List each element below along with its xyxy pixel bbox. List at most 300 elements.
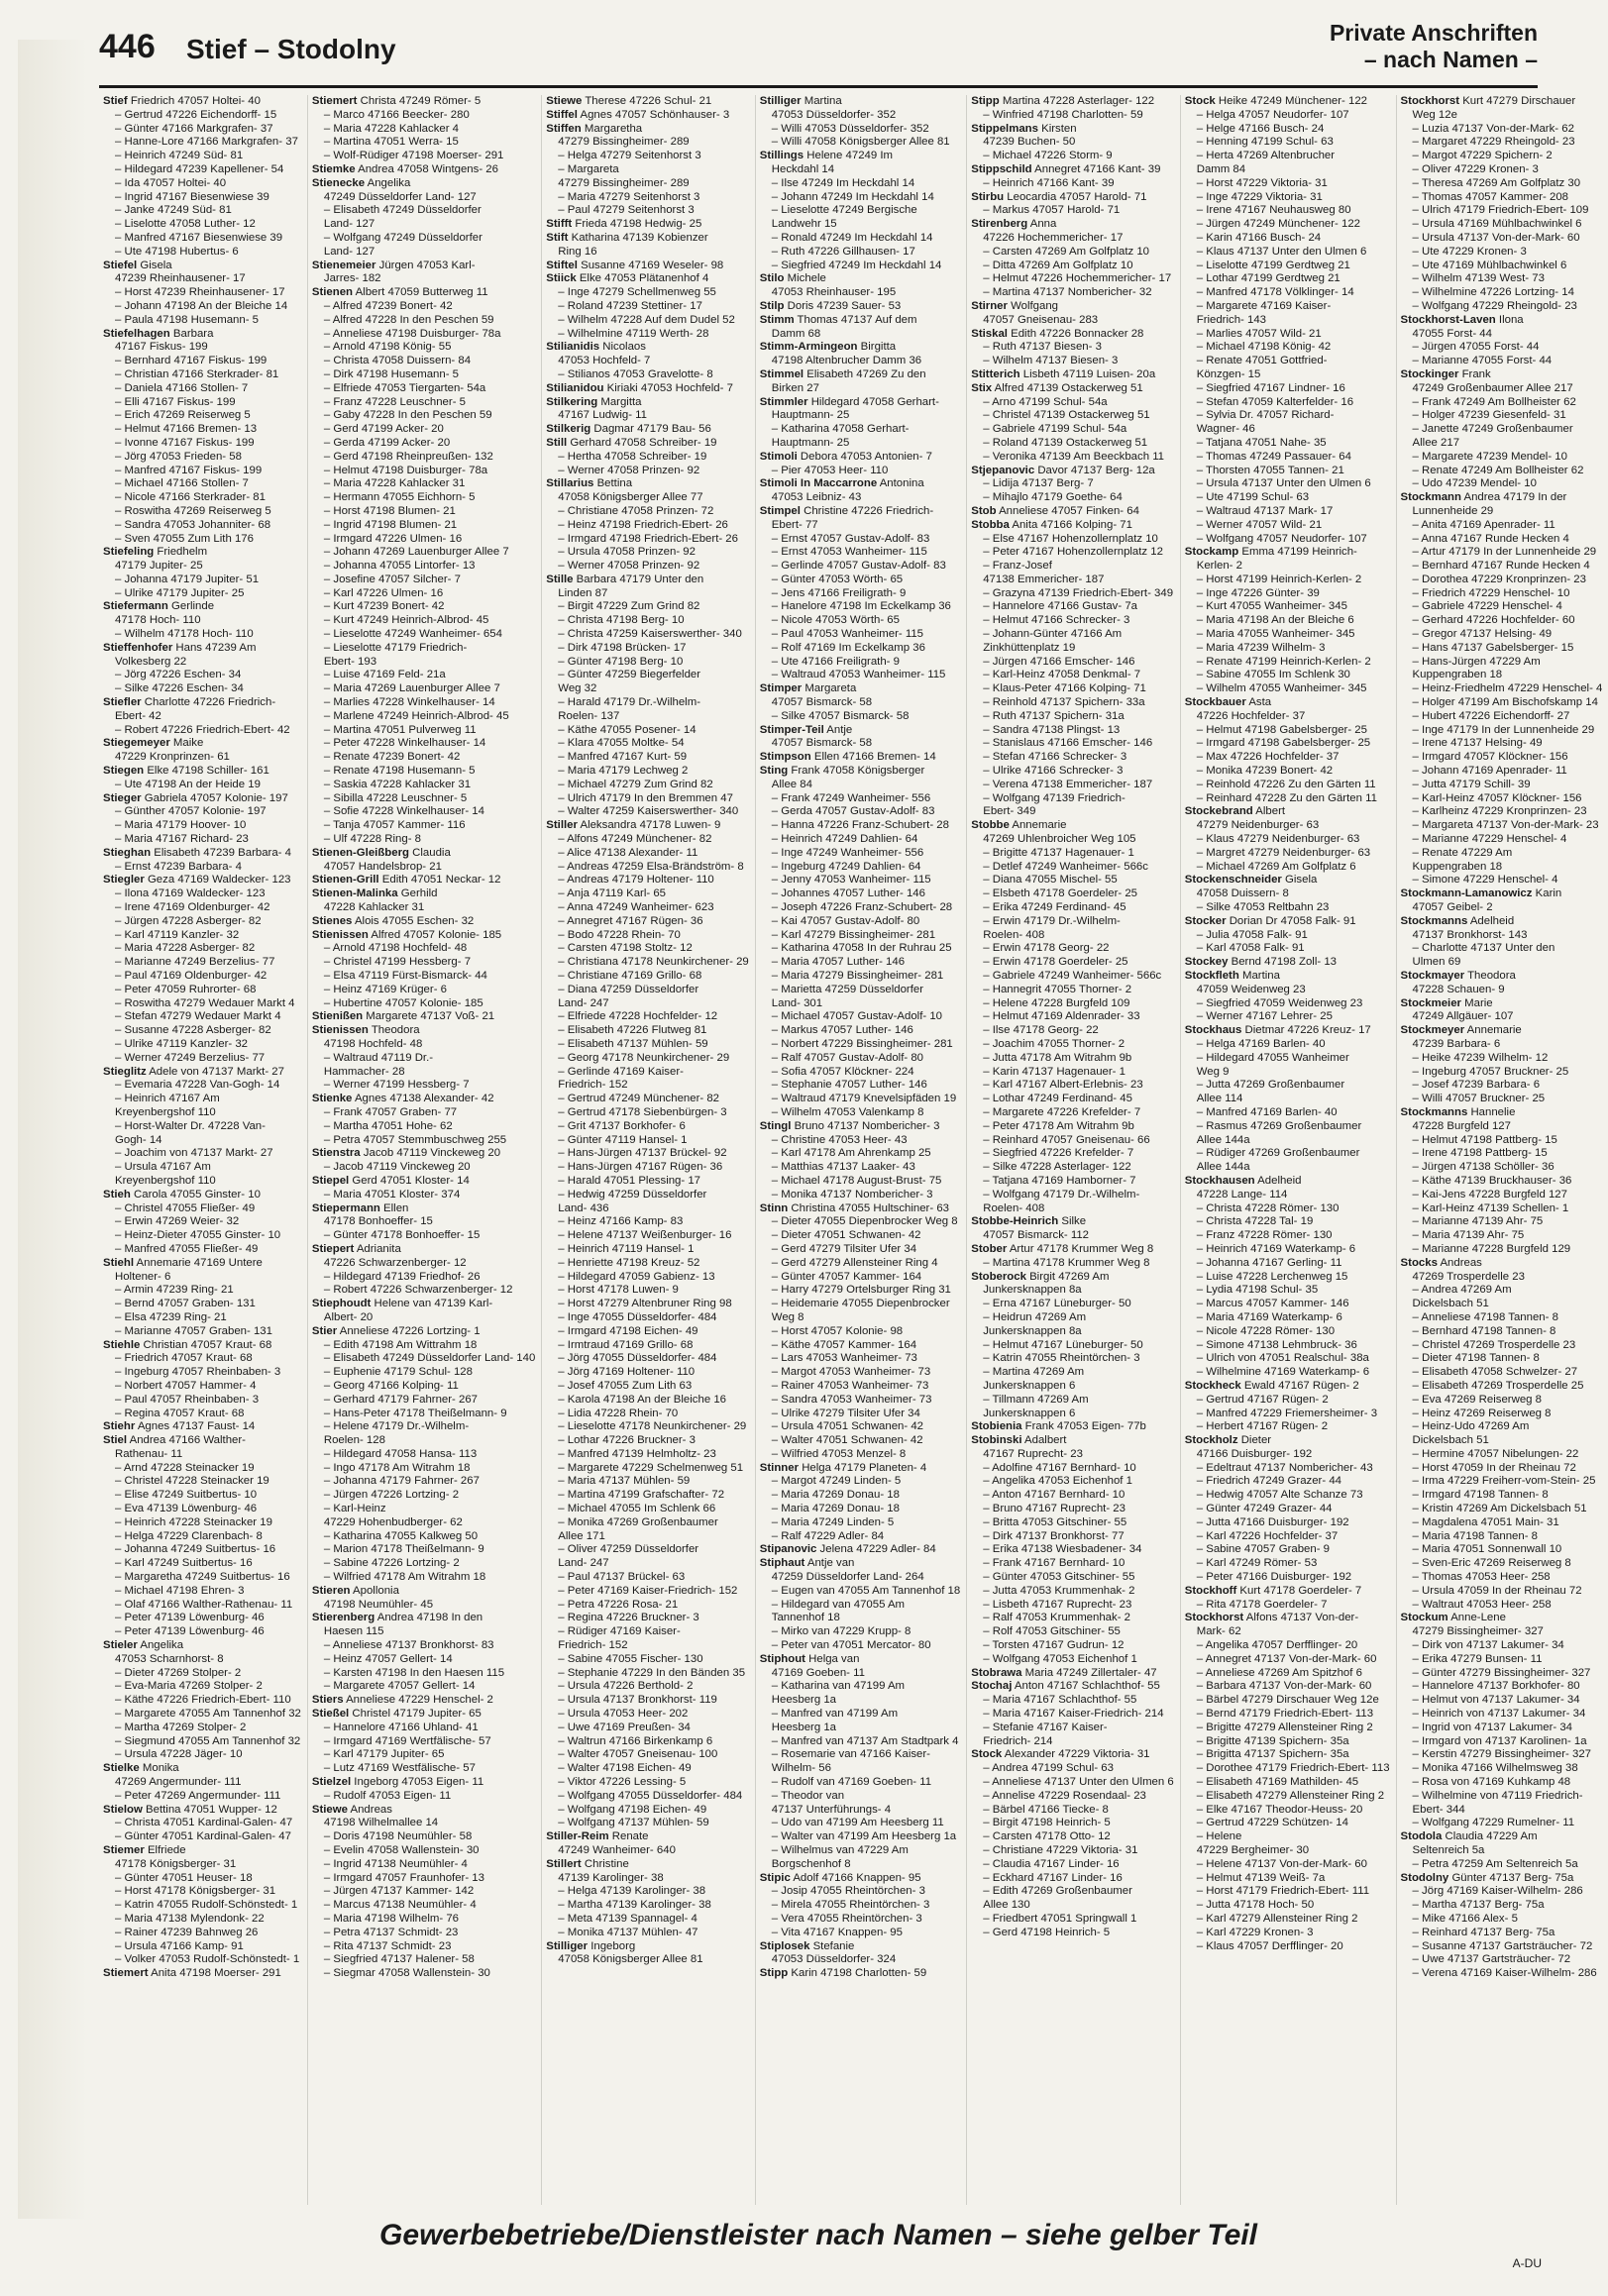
entry-details: – Margret 47279 Neidenburger- 63 [1196, 846, 1371, 859]
entry-details: – Eva-Maria 47269 Stolper- 2 [115, 1680, 263, 1693]
directory-entry [312, 847, 535, 861]
entry-details: – Siegfried 47226 Krefelder- 7 [983, 1147, 1134, 1160]
directory-entry [546, 1120, 749, 1134]
entry-details: – Klaus 47057 Derfflinger- 20 [1196, 1939, 1343, 1952]
entry-details: Kerlen- 2 [1196, 560, 1242, 573]
directory-entry [103, 1134, 301, 1148]
entry-details: Aleksandra 47178 Luwen- 9 [577, 819, 721, 832]
directory-entry [546, 1653, 749, 1667]
directory-entry [1401, 1024, 1603, 1038]
directory-entry [971, 942, 1174, 956]
directory-entry [760, 765, 960, 779]
directory-entry [1185, 1394, 1390, 1408]
directory-entry [971, 1394, 1174, 1408]
directory-entry [546, 970, 749, 984]
directory-entry [546, 696, 749, 710]
entry-details: – Anneliese 47269 Am Spitzhof 6 [1196, 1666, 1362, 1679]
entry-details: – Rainer 47053 Wanheimer- 73 [771, 1379, 929, 1392]
directory-entry [1185, 1913, 1390, 1927]
entry-details: – Peter 47169 Kaiser-Friedrich- 152 [558, 1584, 738, 1597]
entry-details: – Wilhelmus van 47229 Am [771, 1844, 909, 1856]
directory-entry [1185, 1489, 1390, 1503]
entry-details: – Maria 47139 Ahr- 75 [1412, 1229, 1525, 1242]
directory-entry [1185, 341, 1390, 355]
entry-details: – Karl-Heinz 47139 Schellen- 1 [1412, 1201, 1569, 1214]
entry-details: – Andrea 47199 Schul- 63 [983, 1762, 1114, 1775]
entry-surname: Stochaj [971, 1680, 1013, 1693]
directory-entry [1185, 792, 1390, 806]
entry-details: – Ursula 47137 Bronkhorst- 119 [558, 1694, 717, 1707]
entry-details: – Charlotte 47137 Unter den [1412, 942, 1555, 955]
directory-entry [760, 1708, 960, 1722]
entry-details: – Sabine 47226 Lortzing- 2 [323, 1557, 460, 1570]
entry-surname: Stockebrand [1184, 805, 1253, 818]
directory-entry [312, 1066, 535, 1080]
entry-details: Hans 47239 Am [172, 641, 257, 654]
directory-entry [312, 1762, 535, 1776]
entry-details: Doris 47239 Sauer- 53 [784, 299, 902, 312]
directory-entry [103, 1913, 301, 1927]
directory-entry [1185, 1215, 1390, 1229]
directory-entry [546, 1625, 749, 1639]
entry-details: Anna [1027, 218, 1057, 231]
entry-details: 47229 Bergheimer- 30 [1196, 1844, 1310, 1856]
directory-entry [760, 314, 960, 328]
entry-details: – Maria 47269 Lauenburger Allee 7 [323, 682, 500, 695]
directory-entry [103, 218, 301, 232]
directory-entry [1401, 546, 1603, 560]
entry-details: – Ute 47199 Schul- 63 [1196, 491, 1310, 504]
entry-details: Angelika [137, 1639, 184, 1652]
directory-entry [760, 505, 960, 519]
entry-surname: Stilianidou [546, 381, 604, 394]
directory-entry [546, 341, 749, 355]
entry-details: – Jutta 47178 Am Witrahm 9b [983, 1051, 1132, 1064]
entry-details: – Siegfried 47249 Im Heckdahl 14 [771, 259, 942, 271]
entry-details: Adalbert [1021, 1434, 1067, 1447]
directory-entry [103, 1790, 301, 1804]
directory-entry [1401, 491, 1603, 505]
directory-entry [971, 765, 1174, 779]
entry-details: Frank 47053 Eigen- 77b [1021, 1420, 1146, 1433]
directory-column [755, 95, 966, 2205]
directory-entry [1185, 1694, 1390, 1708]
directory-column [966, 95, 1180, 2205]
entry-details: – Erwin 47178 Goerdeler- 25 [983, 956, 1128, 969]
entry-details: – Christa 47058 Duissern- 84 [323, 355, 472, 367]
entry-details: Davor 47137 Berg- 12a [1034, 464, 1155, 476]
directory-entry [546, 1899, 749, 1913]
directory-columns [99, 95, 1603, 2205]
directory-entry [1185, 451, 1390, 465]
directory-entry [546, 1394, 749, 1408]
entry-details: – Holger 47199 Am Bischofskamp 14 [1412, 696, 1598, 709]
directory-entry [1401, 805, 1603, 819]
entry-details: 47269 Angermunder- 111 [115, 1776, 242, 1789]
directory-entry [312, 1844, 535, 1858]
directory-entry [546, 1066, 749, 1080]
entry-details: – Kristin 47269 Am Dickelsbach 51 [1412, 1503, 1587, 1515]
directory-entry [760, 465, 960, 478]
directory-entry [1401, 1953, 1603, 1967]
entry-details: Bettina [593, 477, 633, 490]
directory-entry [1185, 533, 1390, 547]
directory-entry [312, 710, 535, 724]
entry-details: – Martha 47269 Stolper- 2 [115, 1721, 247, 1733]
directory-entry [546, 1694, 749, 1708]
entry-details: – Dieter 47051 Schwanen- 42 [771, 1229, 921, 1242]
entry-details: – Edith 47269 Großenbaumer [983, 1885, 1132, 1898]
entry-surname: Stober [971, 1242, 1008, 1255]
directory-entry [312, 123, 535, 137]
entry-surname: Stimoli [759, 450, 798, 463]
entry-details: – Monika 47269 Großenbaumer [558, 1515, 718, 1528]
directory-entry [1185, 1134, 1390, 1148]
directory-entry [312, 437, 535, 451]
entry-details: – Evemaria 47228 Van-Gogh- 14 [115, 1079, 280, 1092]
entry-details: Frieda 47198 Hedwig- 25 [572, 218, 702, 231]
directory-entry [1185, 1722, 1390, 1735]
directory-entry [312, 204, 535, 218]
entry-details: – Thomas 47053 Heer- 258 [1412, 1571, 1551, 1584]
directory-entry [971, 1175, 1174, 1189]
directory-entry [760, 1093, 960, 1106]
directory-entry [1185, 1147, 1390, 1161]
directory-entry [546, 136, 749, 150]
directory-entry [1401, 1722, 1603, 1735]
directory-entry [546, 1024, 749, 1038]
entry-details: – Hermine 47057 Nibelungen- 22 [1412, 1447, 1579, 1460]
entry-details: – Sven 47055 Zum Lith 176 [115, 532, 254, 545]
directory-entry [1185, 1243, 1390, 1257]
directory-entry [1401, 710, 1603, 724]
directory-entry [312, 1639, 535, 1653]
directory-entry [103, 682, 301, 696]
entry-details: – Karl 47058 Falk- 91 [1196, 942, 1305, 955]
entry-details: – Inge 47226 Günter- 39 [1196, 586, 1320, 599]
directory-entry [546, 123, 749, 137]
directory-entry [312, 1967, 535, 1981]
directory-entry [760, 915, 960, 929]
directory-entry [312, 1284, 535, 1298]
entry-details: – Hans-Jürgen 47167 Rügen- 36 [558, 1161, 723, 1174]
directory-entry [546, 546, 749, 560]
directory-entry [1401, 1927, 1603, 1940]
entry-details: Ebert- 77 [771, 518, 818, 531]
entry-details: Barbara 47179 Unter den [573, 573, 704, 585]
directory-entry [760, 1762, 960, 1776]
directory-entry [312, 1885, 535, 1899]
directory-entry [971, 109, 1174, 123]
directory-entry [971, 574, 1174, 587]
directory-entry [971, 136, 1174, 150]
entry-details: – Gerd 47198 Heinrich- 5 [983, 1926, 1111, 1938]
directory-entry [546, 1434, 749, 1448]
entry-details: – Erwin 47269 Weier- 32 [115, 1215, 240, 1228]
entry-surname: Still [546, 436, 568, 449]
entry-details: – Torsten 47167 Gudrun- 12 [983, 1639, 1125, 1652]
entry-details: – Eva 47139 Löwenburg- 46 [115, 1503, 258, 1515]
directory-entry [1401, 1093, 1603, 1106]
entry-details: – Erika 47249 Ferdinand- 45 [983, 901, 1126, 914]
entry-surname: Stimm-Armingeon [759, 341, 858, 354]
directory-entry [103, 1776, 301, 1790]
entry-details: – Ursula 47166 Kamp- 91 [115, 1939, 244, 1952]
entry-details: – Irene 47169 Oldenburger- 42 [115, 901, 270, 914]
entry-details: – Anna 47167 Runde Hecken 4 [1412, 532, 1569, 545]
directory-entry [103, 887, 301, 901]
directory-entry [971, 382, 1174, 396]
directory-entry [760, 546, 960, 560]
entry-details: – Werner 47058 Prinzen- 92 [558, 464, 700, 476]
entry-details: – Stephanie 47057 Luther- 146 [771, 1079, 927, 1092]
entry-details: – Anna 47249 Wanheimer- 623 [558, 901, 714, 914]
directory-entry [103, 1762, 301, 1776]
directory-entry [1185, 396, 1390, 410]
entry-details: Alfred 47057 Kolonie- 185 [368, 928, 502, 941]
entry-details: – Manfred 47178 Völklinger- 14 [1196, 286, 1354, 299]
directory-entry [103, 737, 301, 751]
entry-details: – Irmgard 47057 Klöckner- 156 [1412, 751, 1568, 764]
entry-details: Anita 47166 Kolping- 71 [1009, 518, 1132, 531]
entry-details: – Anita 47169 Apenrader- 11 [1412, 518, 1555, 531]
entry-details: – Anja 47119 Karl- 65 [558, 887, 666, 900]
entry-details: – Wilhelm 47178 Hoch- 110 [115, 628, 254, 641]
directory-entry [546, 1639, 749, 1653]
directory-entry [312, 300, 535, 314]
directory-entry [971, 328, 1174, 342]
entry-details: – Michael 47279 Zum Grind 82 [558, 778, 713, 790]
directory-entry [546, 1408, 749, 1421]
directory-entry [312, 669, 535, 682]
entry-surname: Stiemert [311, 95, 358, 107]
entry-details: – Wilhelmine 47169 Waterkamp- 6 [1196, 1366, 1370, 1379]
entry-details: – Andreas 47259 Elsa-Brändström- 8 [558, 860, 744, 873]
directory-entry [1185, 177, 1390, 191]
directory-entry [546, 1776, 749, 1790]
entry-details: – Heinz-Friedhelm 47229 Henschel- 4 [1412, 682, 1603, 695]
directory-entry [971, 600, 1174, 614]
directory-entry [971, 560, 1174, 574]
directory-entry [971, 1557, 1174, 1571]
entry-details: – Günter 47249 Grazer- 44 [1196, 1503, 1333, 1515]
directory-entry [103, 423, 301, 437]
directory-entry [1185, 505, 1390, 519]
directory-entry [312, 1462, 535, 1476]
directory-entry [103, 1202, 301, 1216]
entry-details: – Kurt 47055 Wanheimer- 345 [1196, 600, 1347, 613]
entry-details: – Mike 47166 Alex- 5 [1412, 1912, 1518, 1925]
entry-details: 47057 Geibel- 2 [1412, 901, 1493, 914]
entry-details: – Jürgen 47228 Asberger- 82 [115, 914, 262, 927]
entry-details: – Heinrich von 47137 Lakumer- 34 [1412, 1708, 1586, 1721]
entry-details: – Mihajlo 47179 Goethe- 64 [983, 491, 1123, 504]
entry-surname: Stock [1184, 95, 1216, 107]
entry-details: – Hildegard van 47055 Am [771, 1598, 906, 1611]
entry-details: – Winfried 47198 Charlotten- 59 [983, 108, 1143, 121]
entry-details: – Alfred 47239 Bonert- 42 [323, 299, 453, 312]
directory-entry [546, 915, 749, 929]
directory-entry [1185, 942, 1390, 956]
directory-entry [1185, 382, 1390, 396]
entry-details: – Wolfgang 47053 Eichenhof 1 [983, 1652, 1137, 1665]
entry-details: Emma 47199 Heinrich- [1238, 546, 1357, 559]
entry-details: – Gerhard 47226 Hochfelder- 60 [1412, 614, 1575, 627]
entry-details: – Rita 47178 Goerdeler- 7 [1196, 1598, 1328, 1611]
directory-entry [103, 1038, 301, 1052]
entry-details: Kuppengraben 18 [1412, 669, 1503, 681]
entry-surname: Stille [546, 573, 574, 585]
entry-details: 47053 Scharnhorst- 8 [115, 1652, 224, 1665]
entry-details: – Bärbel 47279 Dirschauer Weg 12e [1196, 1694, 1379, 1707]
entry-details: – Maria 47239 Wilhelm- 3 [1196, 641, 1326, 654]
entry-surname: Stix [971, 381, 993, 394]
entry-details: – Monika 47239 Bonert- 42 [1196, 765, 1334, 778]
directory-entry [546, 1804, 749, 1818]
entry-details: Christel 47179 Jupiter- 65 [349, 1708, 482, 1721]
entry-details: – Sofie 47228 Winkelhauser- 14 [323, 805, 484, 818]
directory-entry [1401, 1885, 1603, 1899]
directory-entry [1185, 1339, 1390, 1353]
directory-entry [1401, 861, 1603, 875]
directory-entry [312, 1420, 535, 1434]
entry-details: – Irmgard von 47137 Karolinen- 1a [1412, 1734, 1587, 1747]
entry-details: – Wolfgang 47229 Rheingold- 23 [1412, 299, 1577, 312]
directory-entry [103, 656, 301, 670]
entry-details: – Erika 47279 Bunsen- 11 [1412, 1652, 1543, 1665]
directory-entry [1401, 218, 1603, 232]
entry-details: Anton 47167 Schlachthof- 55 [1012, 1680, 1160, 1693]
entry-details: Jürgen 47053 Karl- [375, 259, 476, 271]
directory-entry [546, 150, 749, 163]
directory-entry [546, 1489, 749, 1503]
directory-entry [760, 1639, 960, 1653]
entry-details: – Kerstin 47279 Bissingheimer- 327 [1412, 1748, 1592, 1761]
entry-details: – Horst 47199 Heinrich-Kerlen- 2 [1196, 573, 1362, 585]
directory-entry [312, 997, 535, 1011]
directory-entry [546, 1462, 749, 1476]
directory-entry [760, 874, 960, 887]
directory-entry [760, 1571, 960, 1585]
entry-details: – Helmut 47169 Aldenrader- 33 [983, 1010, 1140, 1023]
directory-entry [1401, 204, 1603, 218]
directory-entry [546, 272, 749, 286]
entry-details: 47137 Unterführungs- 4 [771, 1803, 892, 1816]
directory-entry [546, 1366, 749, 1380]
directory-entry [1185, 1762, 1390, 1776]
entry-details: – Rudolf van 47169 Goeben- 11 [771, 1776, 932, 1789]
entry-details: – Wilfried 47178 Am Witrahm 18 [323, 1571, 486, 1584]
entry-surname: Stockbauer [1184, 696, 1246, 709]
entry-details: Junkersknappen 6 [983, 1379, 1076, 1392]
directory-entry [103, 272, 301, 286]
entry-details: – Karl 47249 Römer- 53 [1196, 1557, 1318, 1570]
entry-details: Wilhelm- 56 [771, 1762, 831, 1775]
entry-details: – Vera 47055 Rheintörchen- 3 [771, 1912, 922, 1925]
entry-surname: Stieh [103, 1188, 131, 1200]
entry-details: – Marietta 47259 Düsseldorfer [771, 983, 924, 995]
entry-details: Weg 12e [1412, 108, 1457, 121]
directory-entry [1185, 765, 1390, 779]
entry-surname: Stobbe [971, 819, 1010, 832]
directory-entry [1185, 600, 1390, 614]
directory-entry [103, 368, 301, 382]
directory-entry [1401, 1462, 1603, 1476]
directory-entry [1185, 1093, 1390, 1106]
directory-entry [971, 123, 1174, 137]
directory-entry [1185, 328, 1390, 342]
entry-surname: Stießel [311, 1708, 350, 1721]
entry-details: – Elli 47167 Fiskus- 199 [115, 395, 236, 408]
directory-entry [1401, 382, 1603, 396]
directory-entry [1185, 286, 1390, 300]
entry-details: – Christine 47053 Heer- 43 [771, 1133, 908, 1146]
directory-entry [312, 1408, 535, 1421]
directory-entry [103, 1408, 301, 1421]
directory-entry [971, 1653, 1174, 1667]
entry-details: Könzgen- 15 [1196, 367, 1261, 380]
directory-entry [103, 901, 301, 915]
entry-details: – Hildegard 47139 Friedhof- 26 [323, 1270, 481, 1283]
entry-details: – Horst 47229 Viktoria- 31 [1196, 176, 1328, 189]
directory-entry [1185, 887, 1390, 901]
directory-entry [312, 1093, 535, 1106]
entry-details: – Hannelore 47166 Uhland- 41 [323, 1721, 479, 1733]
entry-details: – Werner 47249 Berzelius- 77 [115, 1051, 266, 1064]
directory-entry [760, 1052, 960, 1066]
directory-entry [1401, 1106, 1603, 1120]
entry-details: – Norbert 47057 Hammer- 4 [115, 1379, 257, 1392]
entry-surname: Stockinger [1400, 367, 1459, 380]
entry-surname: Stockmann-Lamanowicz [1400, 887, 1533, 900]
directory-entry [1401, 246, 1603, 260]
directory-entry [546, 942, 749, 956]
directory-entry [1401, 1571, 1603, 1585]
directory-entry [546, 765, 749, 779]
directory-entry [1401, 286, 1603, 300]
directory-entry [760, 1161, 960, 1175]
directory-entry [1401, 519, 1603, 533]
entry-details: – Karl 47179 Jupiter- 65 [323, 1748, 445, 1761]
entry-details: – Günter 47057 Kammer- 164 [771, 1270, 922, 1283]
entry-details: – Gerd 47198 Rheinpreußen- 132 [323, 450, 493, 463]
entry-surname: Stiepel [311, 1174, 350, 1187]
entry-details: Adelheid [1254, 1174, 1302, 1187]
entry-details: – Reinhard 47137 Berg- 75a [1412, 1926, 1555, 1938]
directory-entry [312, 1298, 535, 1311]
directory-entry [546, 355, 749, 368]
entry-details: – Klaus 47137 Unter den Ulmen 6 [1196, 245, 1367, 258]
directory-entry [760, 1215, 960, 1229]
entry-details: – Jutta 47269 Großenbaumer [1196, 1079, 1345, 1092]
directory-entry [546, 901, 749, 915]
entry-details: – Angelika 47057 Derfflinger- 20 [1196, 1639, 1358, 1652]
entry-details: – Friedrich 47229 Henschel- 10 [1412, 586, 1570, 599]
entry-surname: Stiemke [311, 162, 356, 175]
directory-entry [971, 477, 1174, 491]
entry-details: Christine 47226 Friedrich- [800, 504, 934, 517]
directory-entry [312, 328, 535, 342]
directory-entry [971, 628, 1174, 642]
entry-details: – Uwe 47137 Gartsträucher- 72 [1412, 1953, 1571, 1966]
entry-surname: Stimmel [759, 367, 804, 380]
directory-entry [546, 1147, 749, 1161]
directory-entry [760, 272, 960, 286]
entry-details: – Margaret 47229 Rheingold- 23 [1412, 136, 1575, 149]
directory-entry [760, 560, 960, 574]
entry-details: – Marion 47178 Theißelmann- 9 [323, 1543, 484, 1556]
directory-entry [760, 1680, 960, 1694]
